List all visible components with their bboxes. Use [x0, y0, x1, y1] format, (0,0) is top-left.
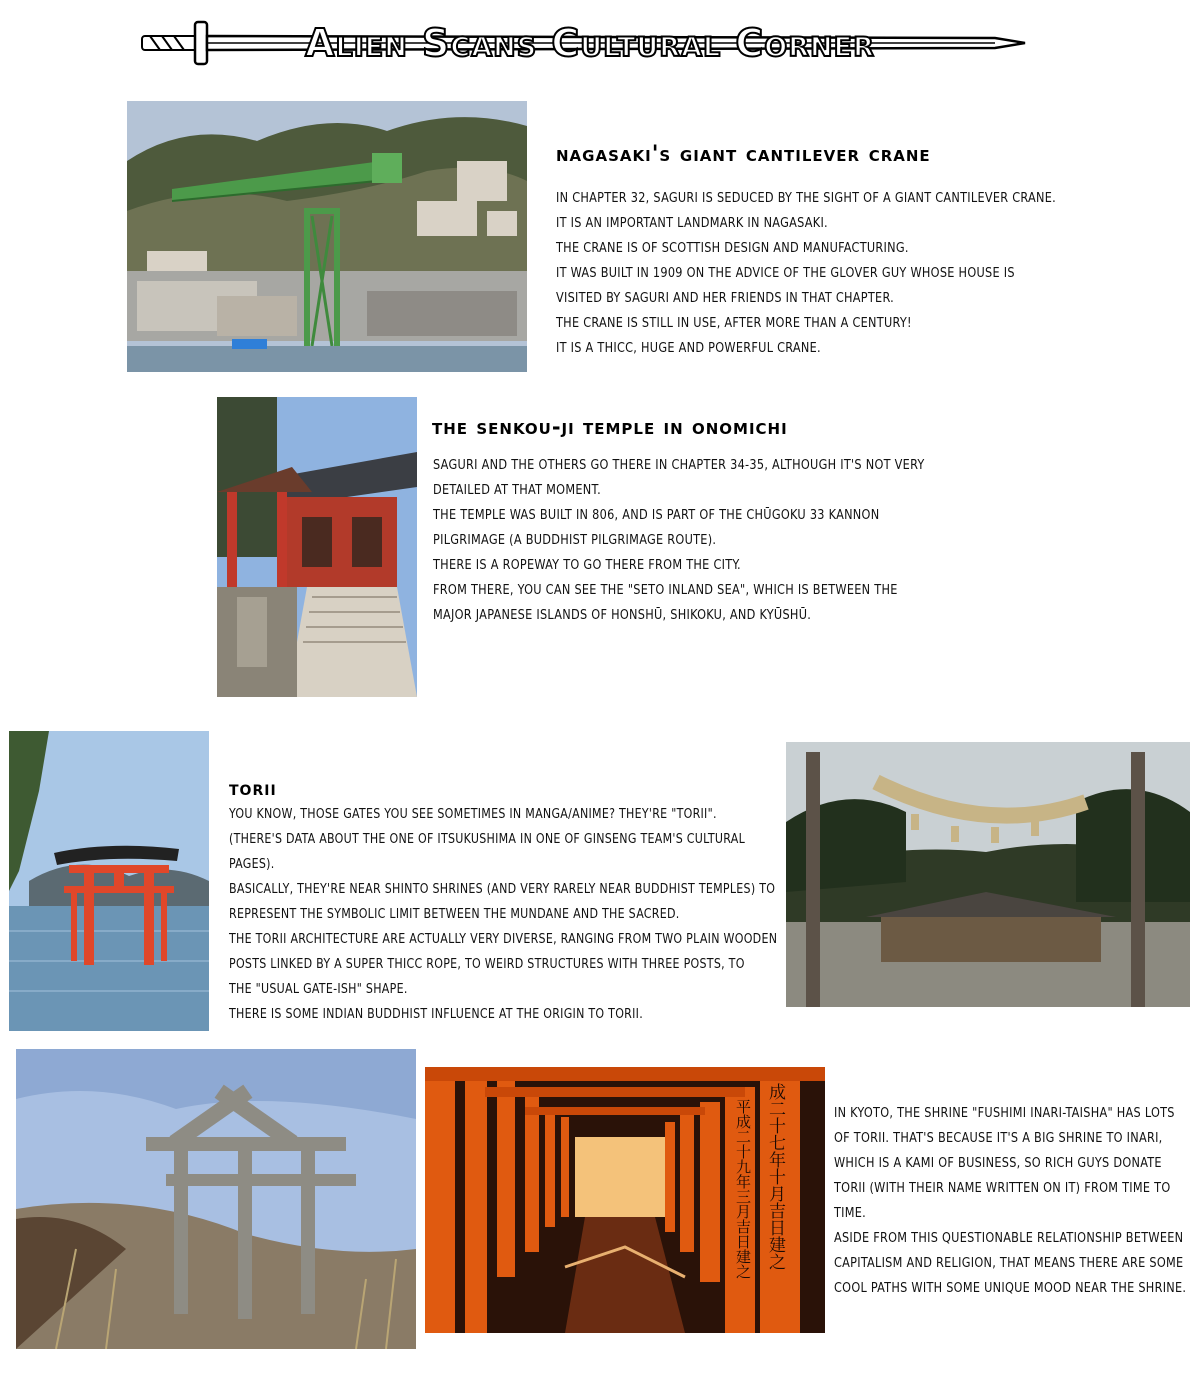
fushimi-line: WHICH IS A KAMI OF BUSINESS, SO RICH GUYS DONATE	[834, 1155, 1162, 1171]
fushimi-line: CAPITALISM AND RELIGION, THAT MEANS THERE ARE SOME	[834, 1255, 1184, 1271]
temple-line: FROM THERE, YOU CAN SEE THE "SETO INLAND SEA", WHICH IS BETWEEN THE	[433, 582, 898, 598]
torii-line: PAGES).	[229, 856, 275, 872]
torii-line: YOU KNOW, THOSE GATES YOU SEE SOMETIMES IN MANGA/ANIME? THEY'RE "TORII".	[229, 806, 717, 822]
three-post-torii-photo	[16, 1049, 416, 1349]
fushimi-line: OF TORII. THAT'S BECAUSE IT'S A BIG SHRINE TO INARI,	[834, 1130, 1163, 1146]
itsukushima-torii-photo	[9, 731, 209, 1031]
torii-line: THE TORII ARCHITECTURE ARE ACTUALLY VERY DIVERSE, RANGING FROM TWO PLAIN WOODEN	[229, 931, 778, 947]
crane-line: IT WAS BUILT IN 1909 ON THE ADVICE OF THE GLOVER GUY WHOSE HOUSE IS	[556, 265, 1015, 281]
banner	[140, 12, 1030, 74]
donor-inscription-left: 成二十七年十月吉日建之	[765, 1083, 785, 1270]
temple-line: DETAILED AT THAT MOMENT.	[433, 482, 602, 498]
temple-line: MAJOR JAPANESE ISLANDS OF HONSHŪ, SHIKOKU, AND KYŪSHŪ.	[433, 607, 812, 623]
banner-title: Alien Scans Cultural Corner	[305, 21, 875, 65]
torii-text	[229, 802, 777, 1027]
torii-line: POSTS LINKED BY A SUPER THICC ROPE, TO WEIRD STRUCTURES WITH THREE POSTS, TO	[229, 956, 745, 972]
crane-line: IN CHAPTER 32, SAGURI IS SEDUCED BY THE SIGHT OF A GIANT CANTILEVER CRANE.	[556, 190, 1057, 206]
fushimi-inari-photo	[425, 1067, 825, 1333]
torii-line: BASICALLY, THEY'RE NEAR SHINTO SHRINES (AND VERY RARELY NEAR BUDDHIST TEMPLES) TO	[229, 881, 776, 897]
torii-line: (THERE'S DATA ABOUT THE ONE OF ITSUKUSHIMA IN ONE OF GINSENG TEAM'S CULTURAL	[229, 831, 746, 847]
temple-line: THE TEMPLE WAS BUILT IN 806, AND IS PART OF THE CHŪGOKU 33 KANNON	[433, 507, 880, 523]
crane-line: IT IS AN IMPORTANT LANDMARK IN NAGASAKI.	[556, 215, 828, 231]
torii-line: REPRESENT THE SYMBOLIC LIMIT BETWEEN THE MUNDANE AND THE SACRED.	[229, 906, 680, 922]
torii-line: THERE IS SOME INDIAN BUDDHIST INFLUENCE AT THE ORIGIN TO TORII.	[229, 1006, 643, 1022]
crane-line: VISITED BY SAGURI AND HER FRIENDS IN THAT CHAPTER.	[556, 290, 894, 306]
torii-line: THE "USUAL GATE-ISH" SHAPE.	[229, 981, 408, 997]
temple-line: PILGRIMAGE (A BUDDHIST PILGRIMAGE ROUTE).	[433, 532, 717, 548]
crane-heading: nagasaki's giant cantilever crane	[556, 142, 931, 167]
crane-line: IT IS A THICC, HUGE AND POWERFUL CRANE.	[556, 340, 821, 356]
crane-photo	[127, 101, 527, 372]
crane-line: THE CRANE IS OF SCOTTISH DESIGN AND MANUFACTURING.	[556, 240, 909, 256]
temple-line: THERE IS A ROPEWAY TO GO THERE FROM THE CITY.	[433, 557, 741, 573]
donor-inscription-right: 平成二十九年三月吉日建之	[734, 1099, 752, 1279]
temple-heading: the senkou-ji temple in onomichi	[432, 415, 788, 439]
fushimi-text	[834, 1101, 1186, 1301]
crane-text	[556, 186, 1056, 361]
fushimi-line: IN KYOTO, THE SHRINE "FUSHIMI INARI-TAISHA" HAS LOTS	[834, 1105, 1175, 1121]
torii-heading: torii	[229, 776, 277, 800]
temple-line: SAGURI AND THE OTHERS GO THERE IN CHAPTER 34-35, ALTHOUGH IT'S NOT VERY	[433, 457, 925, 473]
crane-line: THE CRANE IS STILL IN USE, AFTER MORE THAN A CENTURY!	[556, 315, 912, 331]
fushimi-line: TIME.	[834, 1205, 867, 1221]
rope-torii-photo	[786, 742, 1190, 1007]
fushimi-line: TORII (WITH THEIR NAME WRITTEN ON IT) FROM TIME TO	[834, 1180, 1171, 1196]
fushimi-line: ASIDE FROM THIS QUESTIONABLE RELATIONSHIP BETWEEN	[834, 1230, 1184, 1246]
fushimi-line: COOL PATHS WITH SOME UNIQUE MOOD NEAR THE SHRINE.	[834, 1280, 1187, 1296]
temple-text	[433, 453, 925, 628]
temple-photo	[217, 397, 417, 697]
